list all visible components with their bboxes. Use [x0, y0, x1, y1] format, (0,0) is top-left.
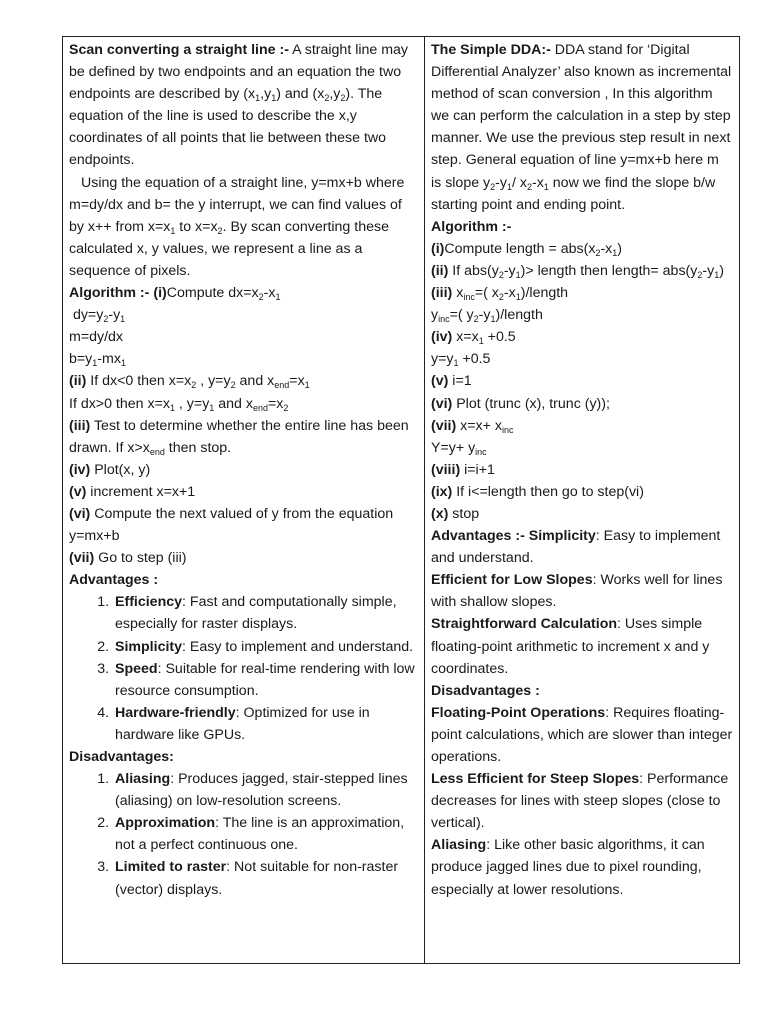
list-item — [113, 702, 418, 746]
dda-algorithm-heading — [431, 216, 733, 238]
text-span: =x — [289, 373, 305, 390]
subscript-text: 1 — [209, 402, 215, 413]
bold-text: (iv) — [69, 461, 91, 478]
text-span: ,y — [329, 86, 341, 103]
subscript-text: 2 — [595, 247, 601, 258]
dda-step-6 — [431, 393, 733, 415]
subscript-text: 1 — [453, 358, 459, 369]
disadvantages-list — [69, 768, 418, 901]
text-span: , y=y — [174, 395, 210, 412]
subscript-text: 1 — [92, 358, 98, 369]
text-span: : Produces jagged, stair-stepped lines (aliasing) on low-resolution screens. — [115, 771, 408, 810]
text-span: -y — [478, 307, 491, 324]
text-span: increment x=x+1 — [86, 483, 196, 500]
text-span: Plot (trunc (x), trunc (y)); — [452, 395, 610, 412]
text-span: : Easy to implement and understand. — [182, 638, 414, 655]
algorithm-step-3 — [69, 415, 418, 459]
text-span: now we find the slope b/w starting point and ending point. — [431, 174, 716, 213]
subscript-text: 2 — [283, 402, 289, 413]
dda-step-4-y — [431, 348, 733, 370]
subscript-text: end — [149, 446, 165, 457]
text-span: , y=y — [196, 373, 231, 390]
text-span: -x — [600, 240, 613, 257]
text-span: / x — [512, 174, 527, 191]
dda-step-5 — [431, 370, 733, 392]
dda-advantage-2 — [431, 569, 733, 613]
subscript-text: 1 — [271, 93, 277, 104]
equation-paragraph — [69, 172, 418, 282]
dda-step-2 — [431, 260, 733, 282]
text-span: -x — [503, 285, 516, 302]
text-span: ,y — [260, 86, 272, 103]
bold-text: Approximation — [115, 815, 216, 832]
dda-step-3-y — [431, 304, 733, 326]
subscript-text: 1 — [612, 247, 618, 258]
algorithm-step-6 — [69, 503, 418, 547]
bold-text: (v) — [69, 483, 87, 500]
dda-step-7 — [431, 415, 733, 437]
subscript-text: 1 — [506, 181, 512, 192]
intro-paragraph — [69, 39, 418, 172]
subscript-text: inc — [438, 314, 450, 325]
subscript-text: 2 — [258, 292, 264, 303]
list-item — [113, 658, 418, 702]
bold-text: Efficiency — [115, 594, 183, 611]
bold-text: Algorithm :- — [69, 285, 150, 302]
list-item — [113, 591, 418, 635]
subscript-text: 1 — [304, 380, 310, 391]
algorithm-step-1-b — [69, 348, 418, 370]
subscript-text: 1 — [255, 93, 261, 104]
text-span: : Fast and computationally simple, especially for raster displays. — [115, 594, 397, 633]
text-span: i=i+1 — [460, 461, 495, 478]
bold-text: (iv) — [431, 329, 453, 346]
text-span: If i<=length then go to step(vi) — [452, 483, 644, 500]
bold-text: Scan converting a straight line :- — [69, 42, 289, 58]
bold-text: (ii) — [431, 262, 449, 279]
subscript-text: 2 — [498, 292, 504, 303]
subscript-text: 2 — [324, 93, 330, 104]
text-span: Compute the next valued of y from the equation y=mx+b — [69, 505, 394, 545]
text-span: +0.5 — [458, 351, 491, 368]
bold-text: Floating-Point Operations — [431, 704, 606, 721]
bold-text: Simplicity — [115, 638, 183, 655]
text-span: : The line is an approximation, not a perfect continuous one. — [115, 815, 405, 854]
right-column — [425, 37, 739, 963]
advantages-list — [69, 591, 418, 746]
left-column — [63, 37, 425, 963]
bold-text: Algorithm :- — [431, 218, 512, 235]
bold-text: Aliasing — [431, 837, 487, 854]
text-span: : Suitable for real-time rendering with low resource consumption. — [115, 660, 415, 699]
text-span: -x — [532, 174, 544, 191]
text-span: Compute dx=x — [166, 285, 259, 302]
dda-step-10 — [431, 503, 733, 525]
text-span: x — [452, 285, 464, 302]
subscript-text: 1 — [714, 269, 720, 280]
bold-text: (iii) — [69, 417, 91, 434]
text-span: -y — [702, 262, 715, 279]
dda-intro-paragraph — [431, 39, 733, 216]
subscript-text: 2 — [697, 269, 703, 280]
subscript-text: 1 — [169, 402, 175, 413]
subscript-text: inc — [501, 424, 514, 435]
text-span: stop — [448, 505, 480, 522]
text-span: : Works well for lines with shallow slopes. — [431, 572, 723, 611]
bold-text: Hardware-friendly — [115, 704, 236, 721]
subscript-text: 2 — [526, 181, 532, 192]
dda-step-8 — [431, 459, 733, 481]
bold-text: (vi) — [431, 395, 453, 412]
bold-text: Simplicity — [524, 528, 596, 545]
bold-text: (iii) — [431, 285, 453, 302]
subscript-text: 1 — [543, 181, 549, 192]
subscript-text: inc — [475, 446, 487, 457]
text-span: : Uses simple floating-point arithmetic to increment x and y coordinates. — [431, 616, 710, 677]
subscript-text: 1 — [120, 314, 126, 325]
bold-text: Aliasing — [115, 771, 171, 788]
text-span: dy=y — [72, 307, 104, 324]
dda-disadvantage-1 — [431, 702, 733, 768]
bold-text: (i) — [153, 285, 167, 302]
subscript-text: 1 — [275, 292, 281, 303]
bold-text: Disadvantages : — [431, 682, 540, 699]
bold-text: Speed — [115, 660, 158, 677]
list-item — [113, 856, 418, 900]
algorithm-step-1 — [69, 282, 418, 304]
subscript-text: 2 — [191, 380, 197, 391]
text-span: =x — [268, 395, 284, 412]
subscript-text: 1 — [515, 292, 521, 303]
text-span: -y — [495, 174, 507, 191]
algorithm-step-5 — [69, 481, 418, 503]
dda-step-3 — [431, 282, 733, 304]
algorithm-step-2 — [69, 370, 418, 392]
text-span: and x — [235, 373, 275, 390]
subscript-text: 2 — [490, 181, 496, 192]
text-span: to x=x — [175, 218, 218, 235]
bold-text: (i) — [431, 240, 445, 257]
bold-text: The Simple DDA:- — [431, 42, 551, 58]
text-span: and x — [214, 395, 253, 412]
text-span: i=1 — [448, 373, 472, 390]
subscript-text: 1 — [515, 269, 521, 280]
algorithm-step-7 — [69, 547, 418, 569]
bold-text: Limited to raster — [115, 859, 227, 876]
text-span: x=x — [452, 329, 479, 346]
dda-advantage-1 — [431, 525, 733, 569]
algorithm-step-4 — [69, 459, 418, 481]
disadvantages-heading — [69, 746, 418, 768]
subscript-text: 2 — [473, 314, 479, 325]
dda-disadvantage-3 — [431, 834, 733, 900]
text-span: Y=y+ y — [431, 439, 476, 456]
text-span: )/length — [520, 285, 569, 302]
text-span: ) and (x — [276, 86, 325, 103]
text-span: then stop. — [164, 439, 232, 456]
text-span: If abs(y — [448, 262, 499, 279]
text-span: : Optimized for use in hardware like GPUs. — [115, 704, 370, 743]
bold-text: (vii) — [69, 550, 95, 567]
bold-text: (ix) — [431, 483, 453, 500]
text-span: Go to step (iii) — [94, 550, 187, 567]
text-span: y — [431, 307, 439, 324]
subscript-text: 2 — [217, 225, 223, 236]
dda-step-9 — [431, 481, 733, 503]
dda-step-4 — [431, 326, 733, 348]
text-span: : Requires floating-point calculations, which are slower than integer operations. — [431, 704, 733, 765]
bold-text: (vi) — [69, 505, 91, 522]
text-span: : Like other basic algorithms, it can produce jagged lines due to pixel rounding, especially at lower resolutions. — [431, 837, 705, 898]
text-span: =( x — [474, 285, 499, 302]
text-span: b=y — [69, 351, 93, 368]
bold-text: (vii) — [431, 417, 457, 434]
algorithm-step-2b — [69, 393, 418, 415]
subscript-text: inc — [463, 292, 475, 303]
notes-table — [62, 36, 740, 964]
text-span: If dx<0 then x=x — [86, 373, 192, 390]
algorithm-step-1-m: m=dy/dx — [69, 329, 124, 346]
list-item — [113, 636, 418, 658]
list-item — [113, 812, 418, 856]
dda-step-7-y — [431, 437, 733, 459]
list-item — [113, 768, 418, 812]
algorithm-step-1-dy — [69, 304, 418, 326]
text-span: Plot(x, y) — [90, 461, 151, 478]
dda-advantage-3 — [431, 613, 733, 679]
dda-disadvantages-heading — [431, 680, 733, 702]
text-span: x=x+ x — [456, 417, 502, 434]
subscript-text: 2 — [103, 314, 109, 325]
text-span: -y — [108, 307, 121, 324]
dda-disadvantage-2 — [431, 768, 733, 834]
bold-text: (v) — [431, 373, 449, 390]
subscript-text: end — [274, 380, 290, 391]
bold-text: Efficient for Low Slopes — [431, 572, 593, 589]
subscript-text: 2 — [340, 93, 346, 104]
bold-text: Disadvantages: — [69, 749, 174, 765]
text-span: Test to determine whether the entire line has been drawn. If x>x — [69, 417, 409, 456]
text-span: )/length — [495, 307, 543, 324]
bold-text: Less Efficient for Steep Slopes — [431, 771, 640, 788]
text-span: ). The equation of the line is used to describe the x,y coordinates of all points that lie between these two endpoints. — [69, 86, 387, 169]
text-span: -x — [263, 285, 276, 302]
text-span: : Not suitable for non-raster (vector) displays. — [115, 859, 399, 898]
text-span: : Easy to implement and understand. — [431, 528, 721, 567]
text-span: y=y — [431, 351, 454, 368]
subscript-text: 2 — [498, 269, 504, 280]
text-span: Compute length = abs(x — [444, 240, 596, 257]
bold-text: Advantages : — [69, 572, 159, 589]
subscript-text: 2 — [230, 380, 236, 391]
text-span: Using the equation of a straight line, y=mx+b where m=dy/dx and b= the y interrupt, we can find values of by x++ from x=x — [69, 174, 405, 235]
bold-text: Advantages :- — [431, 528, 525, 545]
text-span: . By scan converting these calculated x, y values, we represent a line as a sequence of pixels. — [69, 218, 389, 279]
bold-text: (x) — [431, 505, 449, 522]
text-span: A straight line may be defined by two endpoints and an equation the two endpoints are described by (x — [69, 42, 409, 103]
subscript-text: 1 — [478, 336, 484, 347]
bold-text: Straightforward Calculation — [431, 616, 618, 633]
subscript-text: end — [252, 402, 268, 413]
bold-text: (viii) — [431, 461, 461, 478]
text-span: : Performance decreases for lines with steep slopes (close to vertical). — [431, 771, 729, 832]
text-span: -y — [503, 262, 516, 279]
subscript-text: 1 — [490, 314, 496, 325]
advantages-heading — [69, 569, 418, 591]
text-span: ) — [617, 240, 623, 257]
text-span: If dx>0 then x=x — [69, 395, 170, 412]
text-span: DDA stand for ‘Digital Differential Analyzer’ also known as incremental method of scan conversion , In this algorithm we can perform the calculation in a step by step manner. We use the previous step result in next step. General equation of line y=mx+b here m is slope y — [431, 42, 732, 191]
dda-step-1 — [431, 238, 733, 260]
text-span: ) — [719, 262, 724, 279]
text-span: +0.5 — [483, 329, 516, 346]
bold-text: (ii) — [69, 373, 87, 390]
subscript-text: 1 — [120, 358, 126, 369]
subscript-text: 1 — [170, 225, 176, 236]
text-span: =( y — [449, 307, 474, 324]
text-span: -mx — [97, 351, 121, 368]
text-span: )> length then length= abs(y — [520, 262, 698, 279]
